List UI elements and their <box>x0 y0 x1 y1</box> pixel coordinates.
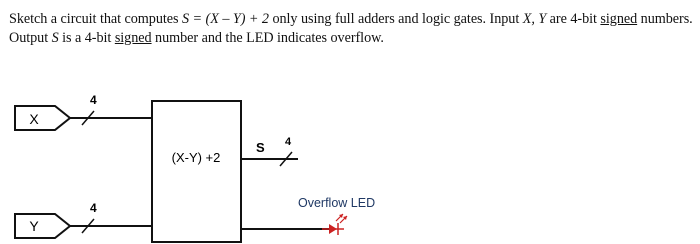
input-pin-x <box>15 106 70 130</box>
signed-keyword: signed <box>114 30 152 46</box>
input-x-label: X <box>29 111 39 127</box>
formula: S = (X – Y) + 2 <box>181 11 269 27</box>
signed-keyword: signed <box>600 11 638 27</box>
bus-width-y: 4 <box>90 201 97 215</box>
output-variable: S <box>51 30 59 46</box>
problem-text: are 4-bit <box>546 11 601 27</box>
led-icon <box>322 214 347 235</box>
problem-text: Sketch a circuit that computes <box>9 11 182 27</box>
problem-text: is a 4-bit <box>58 30 115 46</box>
input-y-label: Y <box>29 218 39 234</box>
bus-width-x: 4 <box>90 93 97 107</box>
problem-text: numbers. <box>637 11 693 27</box>
overflow-label: Overflow LED <box>298 196 376 210</box>
problem-text: number and the LED indicates overflow. <box>151 30 384 46</box>
input-pin-y <box>15 214 70 238</box>
compute-block <box>152 101 241 242</box>
bus-width-s: 4 <box>285 136 292 148</box>
output-s-label: S <box>256 140 265 155</box>
problem-text: only using full adders and logic gates. Input <box>268 11 523 27</box>
problem-text: Output <box>9 30 52 46</box>
compute-block-label: (X-Y) +2 <box>171 150 221 165</box>
input-variables: X, Y <box>522 11 547 27</box>
